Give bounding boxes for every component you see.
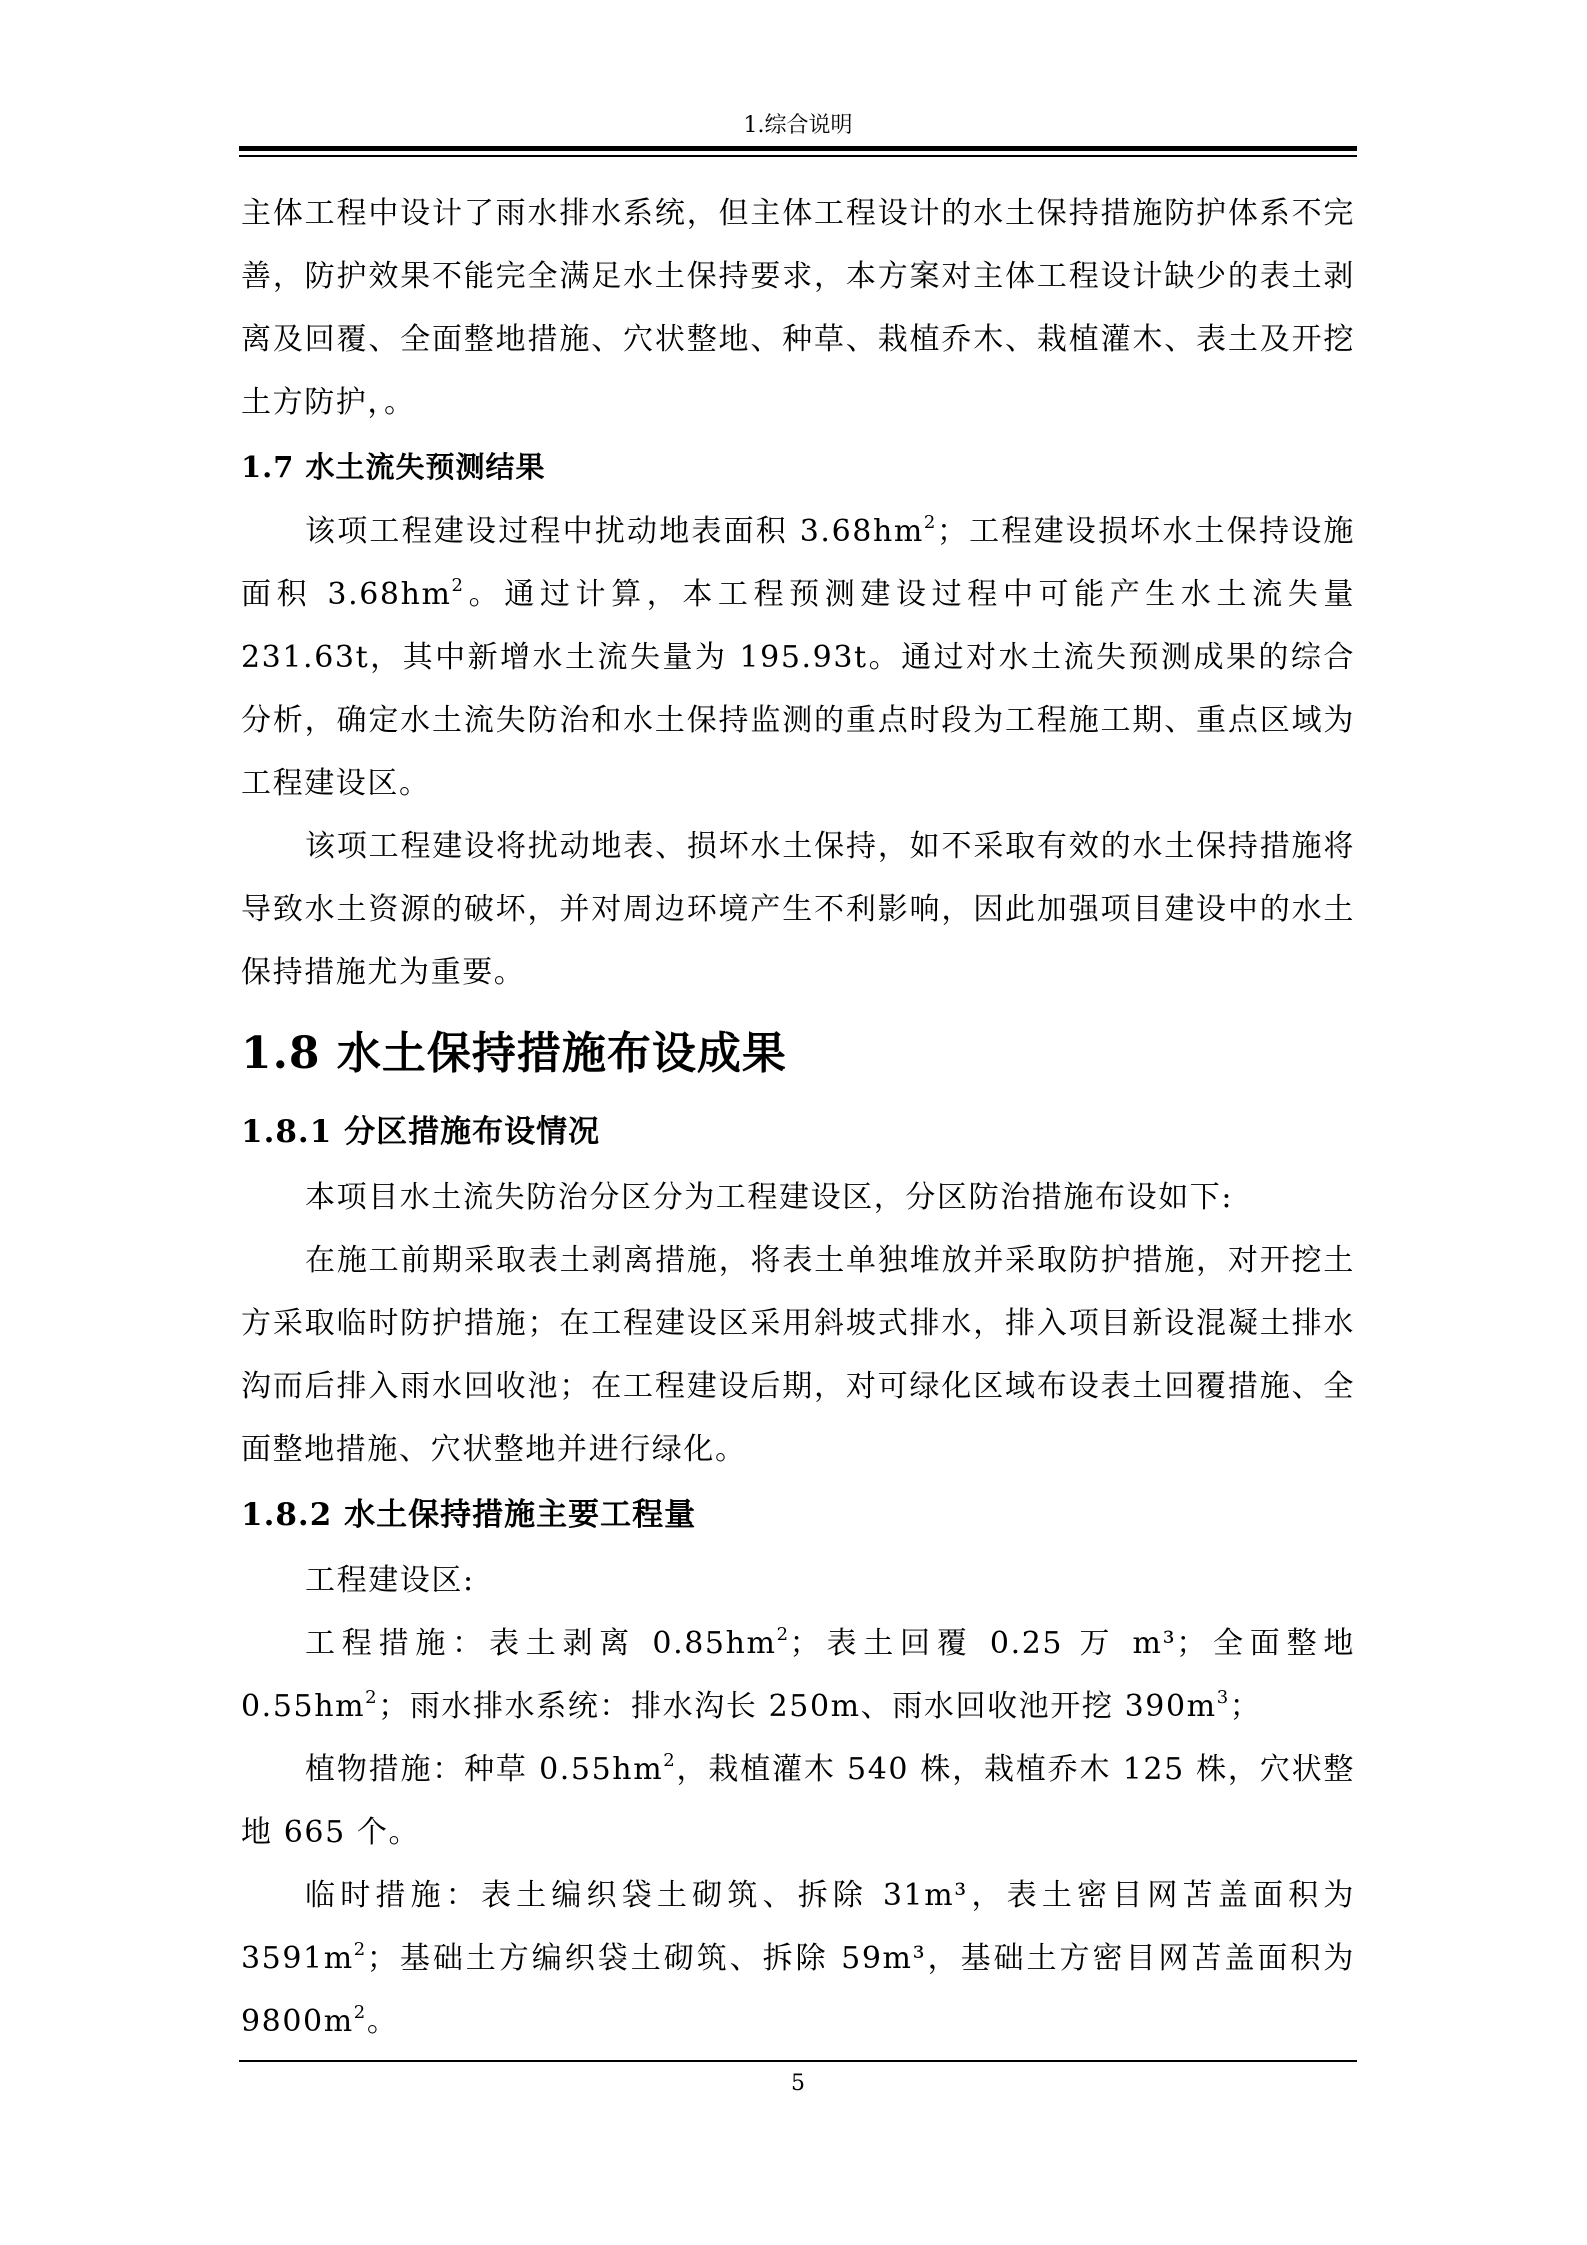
section-1-8-heading: 1.8 水土保持措施布设成果	[241, 1028, 787, 1079]
paragraph-zone-measures: 在施工前期采取表土剥离措施，将表土单独堆放并采取防护措施，对开挖土方采取临时防护措施；在工程建设区采用斜坡式排水，排入项目新设混凝土排水沟而后排入雨水回收池；在工程建设后期，对可绿化区域布设表土回覆措施、全面整地措施、穴状整地并进行绿化。	[241, 1243, 1355, 1467]
section-1-7-heading: 1.7 水土流失预测结果	[241, 450, 546, 484]
header-rule-thick	[239, 146, 1357, 151]
paragraph-plant-measures: 植物措施：种草 $0.55hm^2$，栽植灌木 540 株，栽植乔木 125 株，穴状整地 665 个。	[241, 1750, 1355, 1850]
section-1-8-2-heading: 1.8.2 水土保持措施主要工程量	[241, 1497, 697, 1533]
paragraph-erosion-prediction: 该项工程建设过程中扰动地表面积 $3.68hm^2$；工程建设损坏水土保持设施面积 $3.68hm^2$。通过计算，本工程预测建设过程中可能产生水土流失量 231.63t，其中新增水土流失量为 195.93t。通过对水土流失预测成果的综合分析，确定水土流失防治和水土保持监测的重点时段为工程施工期、重点区域为工程建设区。	[241, 512, 1355, 801]
paragraph-importance: 该项工程建设将扰动地表、损坏水土保持，如不采取有效的水土保持措施将导致水土资源的破坏，并对周边环境产生不利影响，因此加强项目建设中的水土保持措施尤为重要。	[241, 829, 1355, 990]
header-rule-thin	[239, 155, 1357, 157]
footer-rule	[239, 2060, 1357, 2062]
paragraph-engineering-measures: 工程措施：表土剥离 $0.85hm^2$；表土回覆 0.25 万 m³；全面整地 $0.55hm^2$；雨水排水系统：排水沟长 250m、雨水回收池开挖 $390m^3$；	[241, 1624, 1355, 1724]
section-1-8-1-heading: 1.8.1 分区措施布设情况	[241, 1114, 601, 1150]
paragraph-construction-zone: 工程建设区:	[305, 1563, 475, 1598]
page-number: 5	[791, 2071, 805, 2096]
paragraph-temporary-measures: 临时措施：表土编织袋土砌筑、拆除 31m³，表土密目网苫盖面积为 $3591m^2$；基础土方编织袋土砌筑、拆除 59m³，基础土方密目网苫盖面积为 $9800m^2$。	[241, 1878, 1355, 2039]
page-header-title: 1.综合说明	[743, 113, 853, 138]
paragraph-zoning: 本项目水土流失防治分区分为工程建设区，分区防治措施布设如下:	[305, 1180, 1234, 1215]
paragraph-main-works-design: 主体工程中设计了雨水排水系统，但主体工程设计的水土保持措施防护体系不完善，防护效果不能完全满足水土保持要求，本方案对主体工程设计缺少的表土剥离及回覆、全面整地措施、穴状整地、种草、栽植乔木、栽植灌木、表土及开挖土方防护，。	[241, 196, 1355, 420]
page-content	[241, 182, 1355, 2053]
